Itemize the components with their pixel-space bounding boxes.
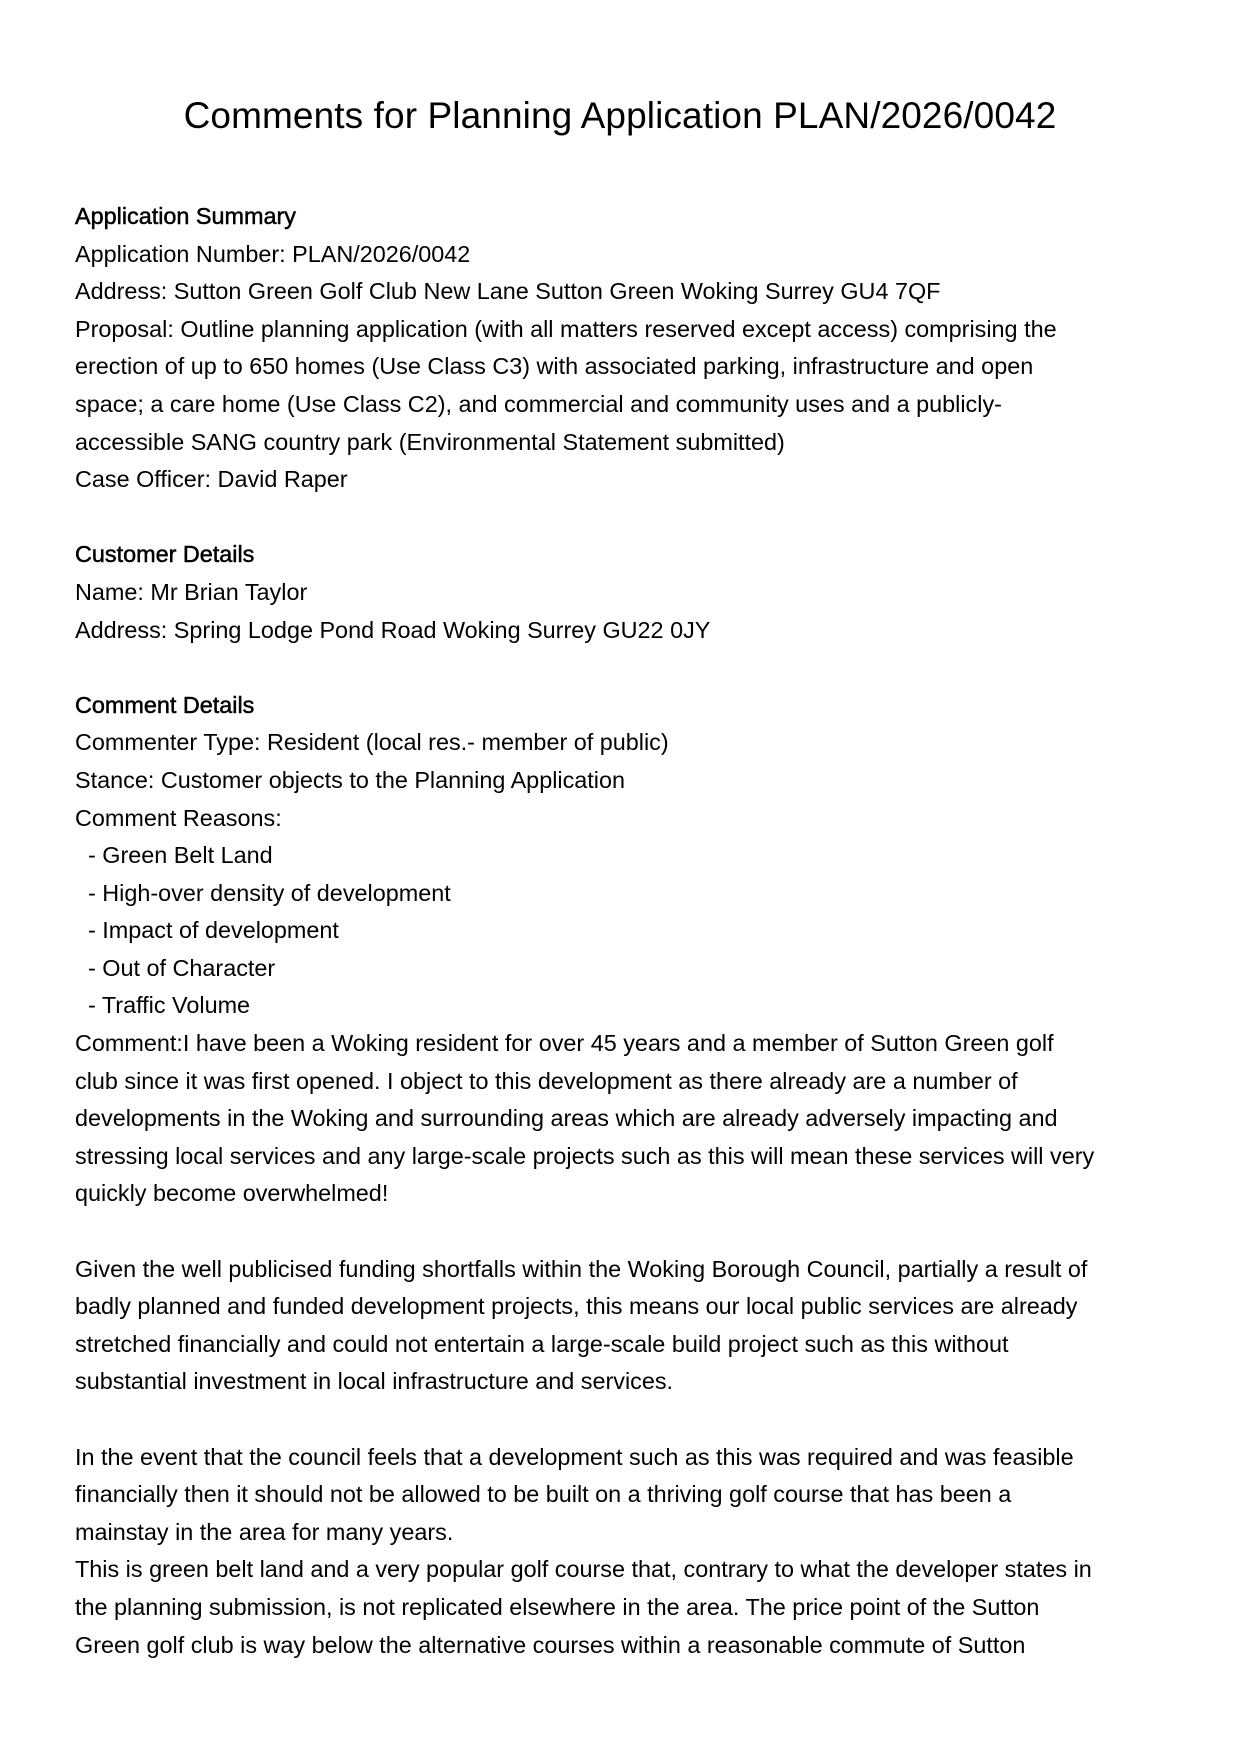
comment-paragraph-3 (75, 1439, 1185, 1552)
comment-line: stretched financially and could not entertain a large-scale build project such as this without (75, 1330, 1009, 1357)
customer-details-heading: Customer Details (75, 541, 255, 568)
comment-line: Given the well publicised funding shortfalls within the Woking Borough Council, partially a result of (75, 1255, 1088, 1282)
application-address: Address: Sutton Green Golf Club New Lane Sutton Green Woking Surrey GU4 7QF (75, 278, 941, 305)
stance: Stance: Customer objects to the Planning Application (75, 766, 626, 793)
comment-line: This is green belt land and a very popular golf course that, contrary to what the developer states in (75, 1556, 1092, 1583)
case-officer: Case Officer: David Raper (75, 466, 348, 493)
document-body (75, 198, 1185, 1664)
comment-reasons-list (75, 837, 1185, 1025)
comment-line: substantial investment in local infrastructure and services. (75, 1368, 674, 1395)
paragraph-spacer (75, 1213, 1185, 1251)
list-item: - Traffic Volume (88, 992, 251, 1019)
comment-line: developments in the Woking and surrounding areas which are already adversely impacting and (75, 1105, 1058, 1132)
list-item: - High-over density of development (88, 879, 451, 906)
customer-address: Address: Spring Lodge Pond Road Woking Surrey GU22 0JY (75, 616, 711, 643)
list-item: - Green Belt Land (88, 842, 273, 869)
comment-line: badly planned and funded development projects, this means our local public services are already (75, 1293, 1078, 1320)
customer-details-section (75, 536, 1185, 649)
comment-details-section (75, 687, 1185, 1664)
proposal-line: Proposal: Outline planning application (with all matters reserved except access) comprising the (75, 315, 1057, 342)
comment-line: Comment:I have been a Woking resident for over 45 years and a member of Sutton Green golf (75, 1030, 1054, 1057)
comment-line: Green golf club is way below the alternative courses within a reasonable commute of Sutton (75, 1631, 1026, 1658)
comment-paragraph-1 (75, 1025, 1185, 1213)
comment-reasons-label: Comment Reasons: (75, 804, 282, 831)
application-summary-section (75, 198, 1185, 499)
proposal-line: accessible SANG country park (Environmental Statement submitted) (75, 428, 785, 455)
comment-line: club since it was first opened. I object to this development as there already are a number of (75, 1067, 1018, 1094)
comment-line: mainstay in the area for many years. (75, 1518, 454, 1545)
proposal-line: erection of up to 650 homes (Use Class C3) with associated parking, infrastructure and open (75, 353, 1034, 380)
comment-line: the planning submission, is not replicated elsewhere in the area. The price point of the Sutton (75, 1593, 1040, 1620)
comment-details-heading: Comment Details (75, 691, 255, 718)
comment-paragraph-2 (75, 1251, 1185, 1401)
application-number: Application Number: PLAN/2026/0042 (75, 240, 471, 267)
customer-name: Name: Mr Brian Taylor (75, 578, 308, 605)
comment-paragraph-4 (75, 1551, 1185, 1664)
paragraph-spacer (75, 1401, 1185, 1439)
page-title: Comments for Planning Application PLAN/2026/0042 (183, 95, 1057, 136)
application-summary-heading: Application Summary (75, 203, 297, 229)
list-item: - Impact of development (88, 917, 339, 944)
comment-line: In the event that the council feels that a development such as this was required and was feasible (75, 1443, 1074, 1470)
proposal-line: space; a care home (Use Class C2), and commercial and community uses and a publicly- (75, 390, 1002, 417)
comment-line: stressing local services and any large-scale projects such as this will mean these services will very (75, 1142, 1095, 1169)
list-item: - Out of Character (88, 954, 276, 981)
comment-line: quickly become overwhelmed! (75, 1180, 389, 1207)
commenter-type: Commenter Type: Resident (local res.- member of public) (75, 729, 669, 756)
comment-line: financially then it should not be allowed to be built on a thriving golf course that has been a (75, 1481, 1012, 1508)
